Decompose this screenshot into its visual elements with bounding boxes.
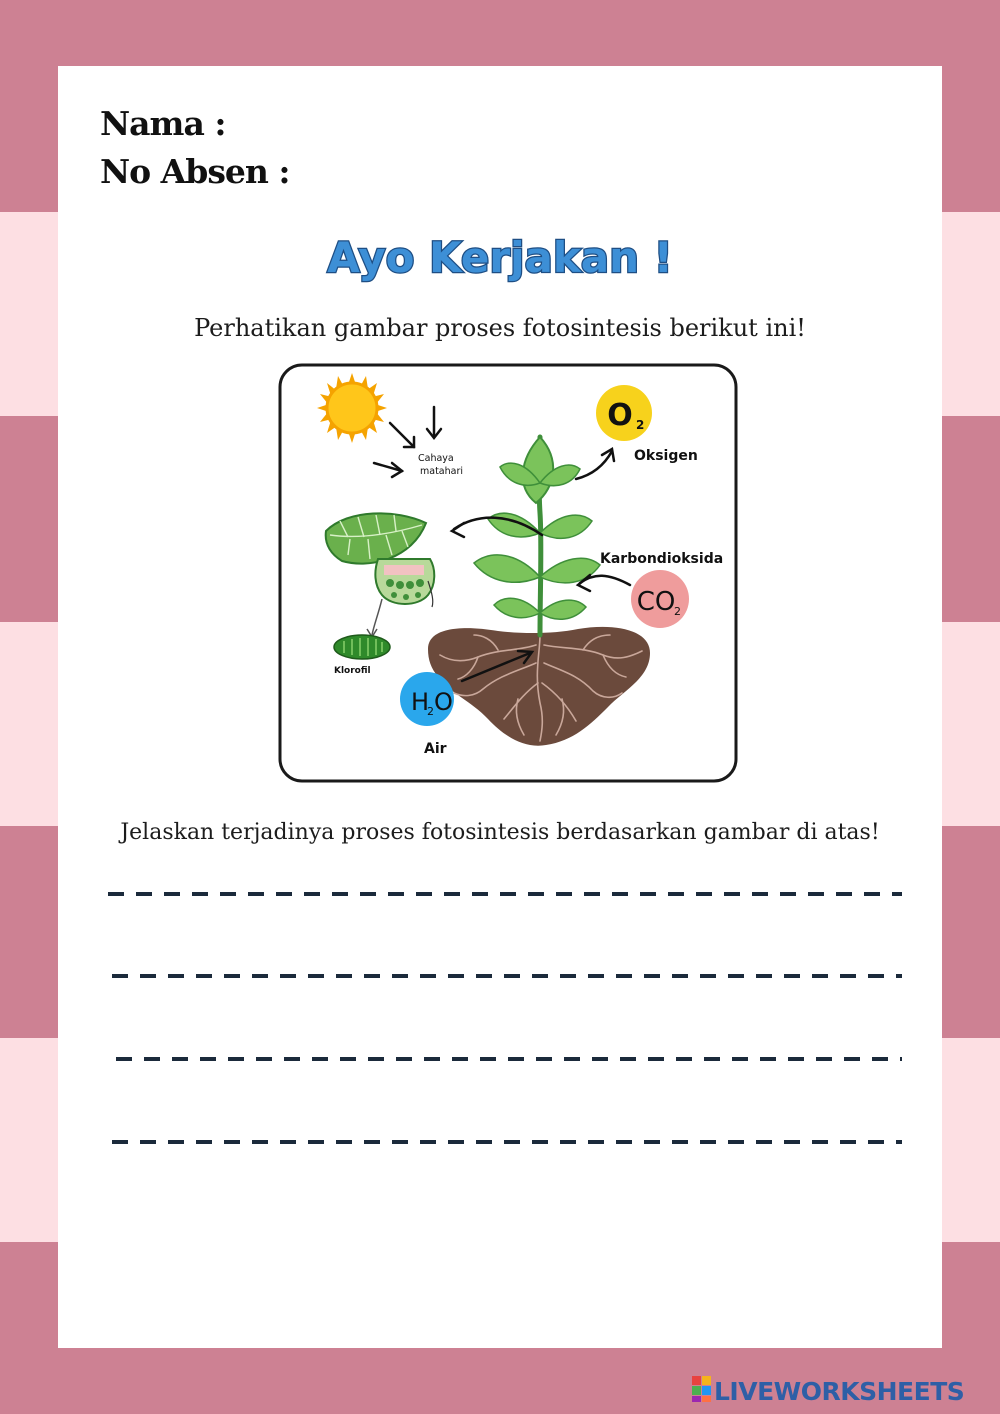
worksheet-title [58,224,942,294]
oxygen-subscript: 2 [636,418,645,432]
worksheet-paper [58,66,942,1348]
title-text: Ayo Kerjakan ! [327,233,673,282]
sun-icon [317,373,387,443]
question-text: Jelaskan terjadinya proses fotosintesis berdasarkan gambar di atas! [120,820,880,845]
chlorophyll-icon [334,635,390,659]
liveworksheets-icon [692,1376,711,1402]
liveworksheets-brand: LIVEWORKSHEETS [714,1377,965,1406]
water-label: Air [424,741,447,757]
sunlight-label-1: Cahaya [418,453,454,464]
water-o: O [434,688,453,716]
water-icon [400,672,454,726]
co2-icon [631,570,689,628]
oxygen-symbol: O [607,398,633,433]
instruction-text: Perhatikan gambar proses fotosintesis berikut ini! [194,314,806,342]
water-h: H [411,688,430,716]
oxygen-label: Oksigen [634,448,698,464]
co2-label: Karbondioksida [600,551,724,567]
answer-lines[interactable] [108,874,908,1174]
co2-subscript: 2 [674,605,681,618]
chlorophyll-label: Klorofil [334,666,371,676]
water-subscript: 2 [427,705,434,718]
absen-label: No Absen : [100,152,290,191]
photosynthesis-diagram [278,363,738,783]
co2-symbol: CO [636,587,676,617]
oxygen-icon [596,385,652,441]
name-label: Nama : [100,104,226,143]
sunlight-label-2: matahari [420,466,464,477]
liveworksheets-logo[interactable] [692,1372,992,1408]
